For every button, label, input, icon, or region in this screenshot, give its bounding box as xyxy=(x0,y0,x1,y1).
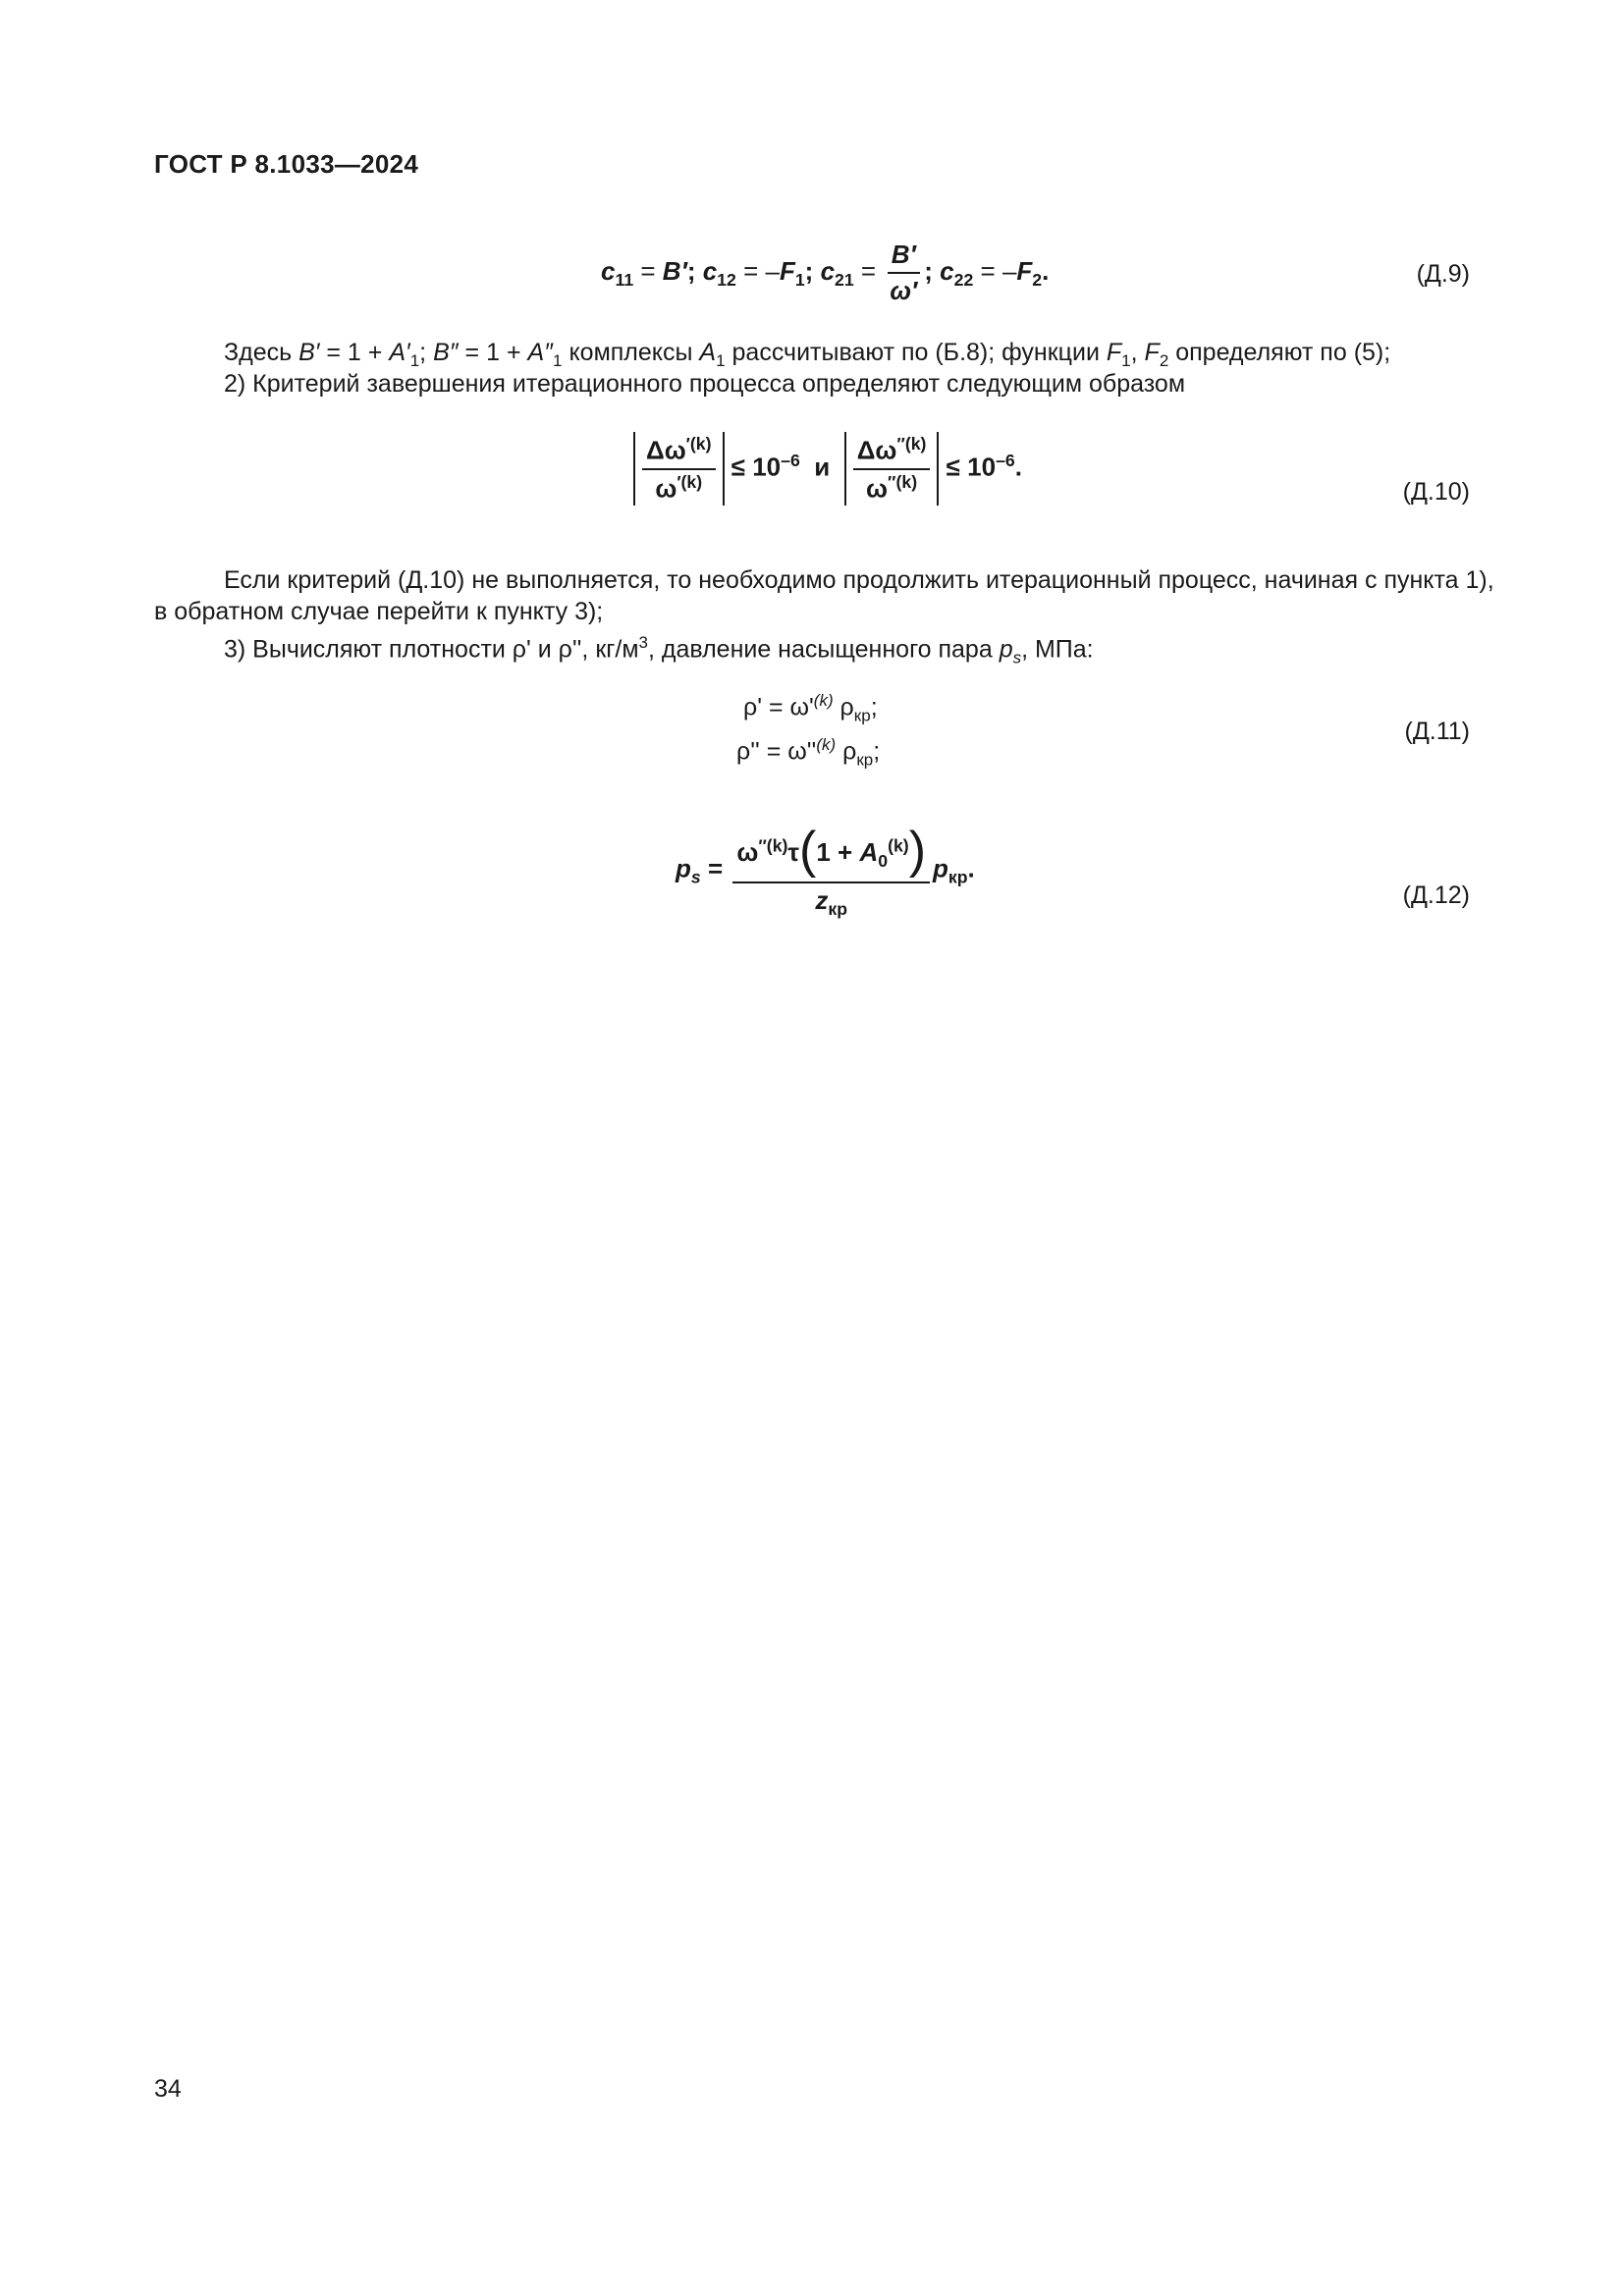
superscript: ″(k) xyxy=(896,434,927,454)
subscript: 2 xyxy=(1032,270,1043,291)
period: . xyxy=(1014,452,1022,482)
subscript: 11 xyxy=(615,270,634,291)
var-a: A xyxy=(699,339,717,366)
superscript: (k) xyxy=(816,735,837,754)
var-b: B′ xyxy=(298,339,320,366)
var-f: F xyxy=(1016,255,1033,286)
var-f: F xyxy=(779,255,795,286)
denominator xyxy=(862,470,921,505)
text: τ xyxy=(787,837,800,867)
superscript: (k) xyxy=(888,835,909,856)
equation-number-d11: (Д.11) xyxy=(1404,718,1470,745)
var-p: p xyxy=(999,635,1013,664)
numerator xyxy=(642,434,716,470)
equation-d10 xyxy=(633,432,1022,506)
text: ; xyxy=(419,339,434,366)
relation: ≤ 10 xyxy=(939,452,997,482)
fraction xyxy=(642,434,716,504)
numerator: B′ xyxy=(888,240,920,274)
operator: = – xyxy=(973,255,1017,286)
paragraph-if-criterion-cont xyxy=(154,596,603,628)
operator: = – xyxy=(735,255,780,286)
subscript: кр xyxy=(856,750,874,770)
separator: ; xyxy=(924,255,941,286)
subscript: 21 xyxy=(835,270,854,291)
subscript: 1 xyxy=(553,350,563,370)
page-number: 34 xyxy=(154,2075,182,2103)
right-paren: ) xyxy=(908,822,927,879)
subscript: кр xyxy=(828,899,848,920)
period: . xyxy=(1042,255,1050,286)
exponent: –6 xyxy=(781,450,800,470)
text: 1 + xyxy=(816,837,860,867)
superscript: ′(k) xyxy=(677,471,703,492)
fraction xyxy=(853,434,931,504)
text: ω xyxy=(655,473,677,504)
var-b: B′ xyxy=(662,255,687,286)
equation-number-d10: (Д.10) xyxy=(1402,478,1470,506)
var-p: p xyxy=(676,853,691,883)
var-f: F xyxy=(1144,339,1160,366)
text: ρ'' = ω'' xyxy=(736,737,817,766)
text: Δω xyxy=(646,435,686,465)
text: ω xyxy=(736,837,759,867)
paragraph-compute-density xyxy=(224,626,1094,673)
equation-d11-line2 xyxy=(736,728,880,775)
denominator xyxy=(651,470,706,505)
fraction xyxy=(886,240,921,306)
var-a: A′ xyxy=(389,339,410,366)
conjunction: и xyxy=(799,452,844,482)
text: , давление насыщенного пара xyxy=(647,635,1000,664)
period: . xyxy=(967,853,975,883)
text: Δω xyxy=(856,435,897,465)
paragraph-criterion: 2) Критерий завершения итерационного процесса определяют следующим образом xyxy=(224,370,1186,398)
absolute-value xyxy=(844,432,940,506)
equation-d9 xyxy=(601,240,1049,306)
left-paren: ( xyxy=(799,822,817,879)
subscript: 1 xyxy=(794,270,805,291)
text: ; xyxy=(873,737,881,766)
subscript: 1 xyxy=(1121,350,1131,370)
text: ρ xyxy=(836,737,857,766)
text: Если критерий (Д.10) не выполняется, то необходимо продолжить итерационный процесс, начиная с пункта 1), xyxy=(224,566,1494,594)
paragraph-if-criterion xyxy=(224,564,1494,597)
equation-number-d9: (Д.9) xyxy=(1416,260,1470,288)
denominator xyxy=(811,883,851,920)
operator: = xyxy=(700,853,731,883)
text: ω xyxy=(866,473,889,504)
subscript: кр xyxy=(947,867,968,887)
subscript: 12 xyxy=(717,270,736,291)
equation-d11-line1 xyxy=(743,684,878,731)
text: комплексы xyxy=(562,339,700,366)
text: , МПа: xyxy=(1021,635,1094,664)
text: 3) Вычисляют плотности ρ' и ρ'', кг/м xyxy=(224,635,639,664)
separator: ; xyxy=(804,255,821,286)
subscript: 1 xyxy=(409,350,420,370)
var-a: A″ xyxy=(527,339,554,366)
var-c: c xyxy=(601,255,616,286)
exponent: –6 xyxy=(996,450,1015,470)
fraction xyxy=(732,821,930,920)
var-b: B″ xyxy=(433,339,459,366)
text: ρ xyxy=(833,693,854,721)
var-c: c xyxy=(820,255,836,286)
superscript: ″(k) xyxy=(758,835,788,856)
superscript: ′(k) xyxy=(685,434,712,454)
subscript: 0 xyxy=(878,851,889,872)
superscript: (k) xyxy=(813,691,834,710)
text: определяют по (5); xyxy=(1168,339,1391,366)
separator: ; xyxy=(686,255,703,286)
text: ρ' = ω' xyxy=(743,693,814,721)
var-c: c xyxy=(940,255,954,286)
subscript: 1 xyxy=(716,350,726,370)
operator: = xyxy=(853,255,884,286)
superscript: ″(k) xyxy=(888,471,918,492)
superscript: 3 xyxy=(638,633,648,652)
text: Здесь xyxy=(224,339,299,366)
relation: ≤ 10 xyxy=(724,452,782,482)
operator: = xyxy=(633,255,663,286)
var-c: c xyxy=(702,255,718,286)
numerator xyxy=(732,821,930,883)
text: в обратном случае перейти к пункту 3); xyxy=(154,598,604,625)
document-header: ГОСТ Р 8.1033—2024 xyxy=(154,149,419,179)
numerator xyxy=(853,434,931,470)
text: = 1 + xyxy=(319,339,390,366)
absolute-value xyxy=(633,432,725,506)
equation-number-d12: (Д.12) xyxy=(1402,881,1470,909)
subscript: s xyxy=(1012,648,1022,667)
subscript: 2 xyxy=(1159,350,1169,370)
equation-d12 xyxy=(676,821,975,920)
denominator: ω′ xyxy=(890,276,918,305)
var-p: p xyxy=(933,853,948,883)
var-a: A xyxy=(859,837,879,867)
text: рассчитывают по (Б.8); функции xyxy=(725,339,1107,366)
subscript: s xyxy=(690,867,701,887)
var-z: z xyxy=(815,885,829,915)
text: ; xyxy=(870,693,878,721)
text: , xyxy=(1130,339,1145,366)
subscript: 22 xyxy=(953,270,974,291)
subscript: кр xyxy=(853,706,871,725)
text: = 1 + xyxy=(458,339,528,366)
var-f: F xyxy=(1106,339,1122,366)
